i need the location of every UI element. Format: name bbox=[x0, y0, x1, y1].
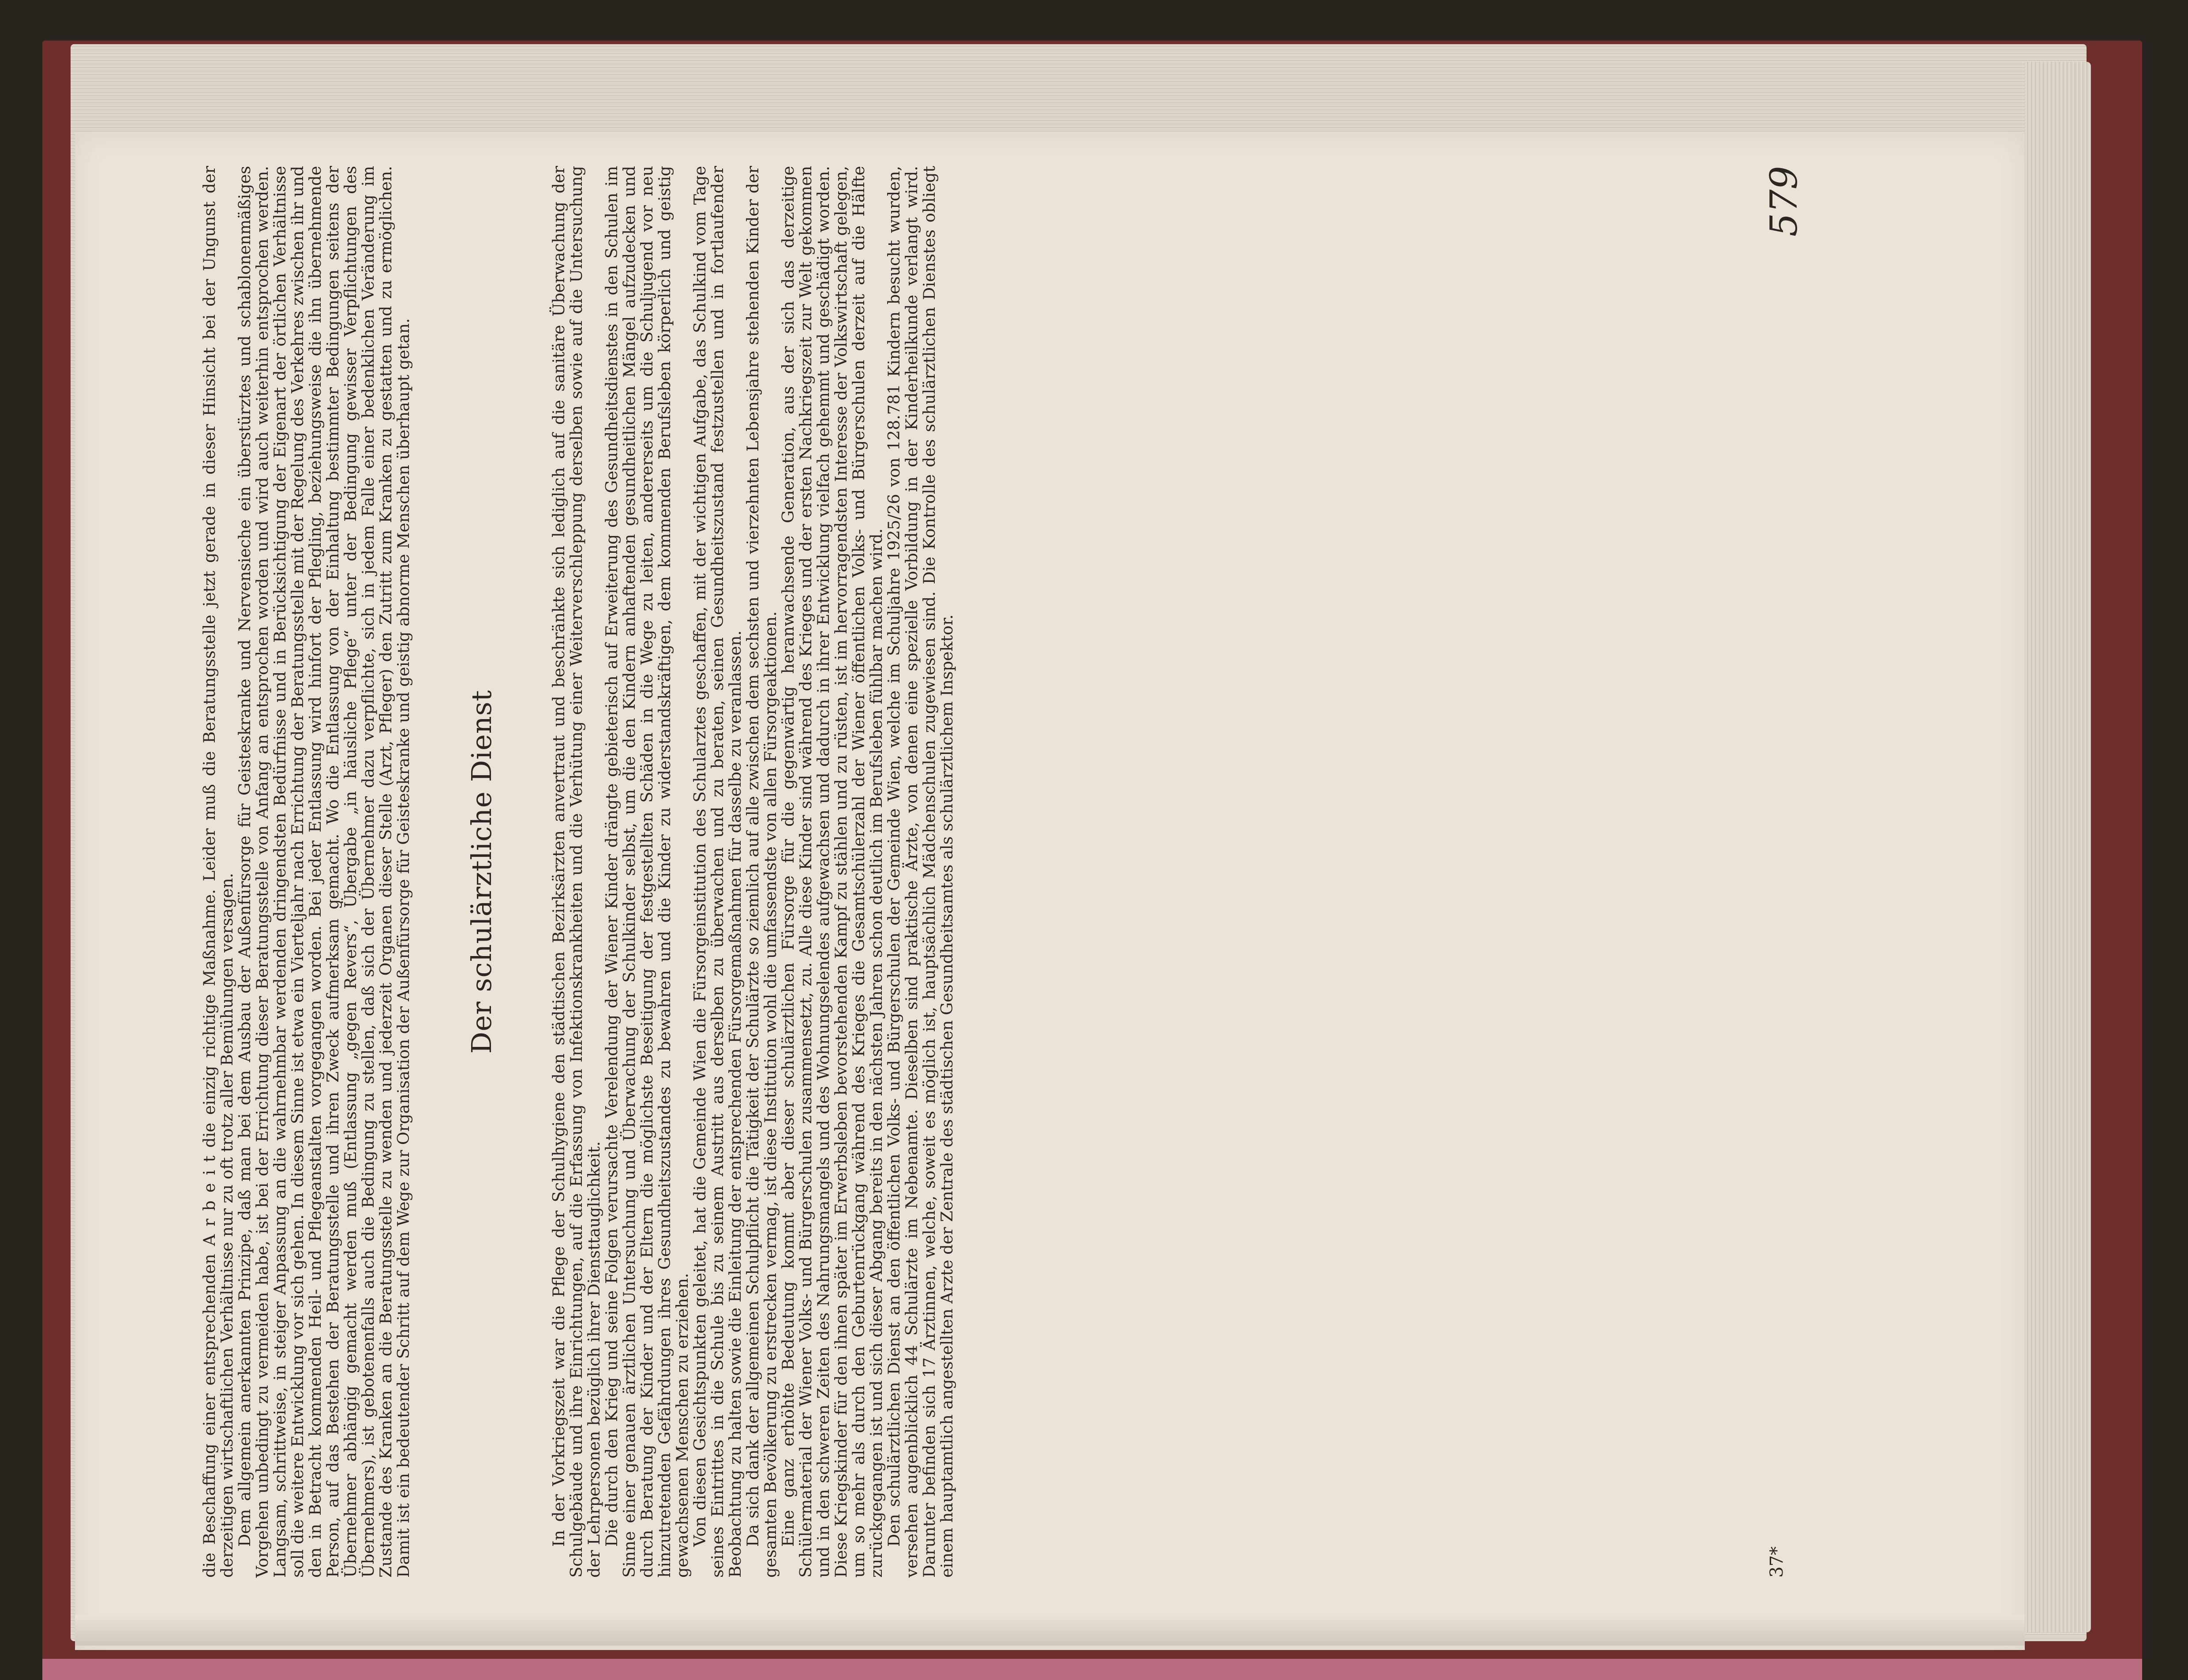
paragraph: Den schulärztlichen Dienst an den öffentlichen Volks- und Bürgerschulen der Gemeinde Wien, welche im Schuljahre 1925/26 von 128.781 Kindern besucht wurden, versehen augenblicklich 44 Schulärzte im Nebenamte. Dieselben sind praktische Ärzte, von denen eine spezielle Vorbildung in der Kinderheilkunde verlangt wird. Darunter befinden sich 17 Ärztinnen, welche, soweit es möglich ist, hauptsächlich Mädchenschulen zugewiesen sind. Die Kontrolle des schulärztlichen Dienstes obliegt einem hauptamtlich angestellten Arzte der Zentrale des städtischen Gesundheitsamtes als schulärztlichem Inspektor. bbox=[884, 166, 956, 1578]
page-edges-side bbox=[2025, 62, 2091, 1632]
page-footer bbox=[1762, 166, 1855, 1578]
paragraph: Dem allgemein anerkannten Prinzipe, daß man bei dem Ausbau der Außenfürsorge für Geisteskranke und Nervensieche ein überstürztes und schablonenmäßiges Vorgehen unbedingt zu vermeiden habe, ist bei der Errichtung dieser Beratungsstelle von Anfang an entsprochen worden und wird auch weiterhin entsprochen werden. Langsam, schrittweise, in steiger Anpassung an die wahrnehmbar werdenden dringendsten Bedürfnisse und in Berücksichtigung der Eigenart der örtlichen Verhältnisse soll die weitere Entwicklung vor sich gehen. In diesem Sinne ist etwa ein Vierteljahr nach Errichtung der Beratungsstelle mit der Regelung des Verkehres zwischen ihr und den in Betracht kommenden Heil- und Pflegeanstalten vorgegangen worden. Bei jeder Entlassung wird hinfort der Pflegling, beziehungsweise die ihn übernehmende Person, auf das Bestehen der Beratungsstelle und ihren Zweck aufmerksam gemacht. Wo die Entlassung von der Einhaltung bestimmter Bedingungen seitens der Übernehmer abhängig gemacht werden muß (Entlassung „gegen Revers“, Übergabe „in häusliche Pflege“ unter der Bedingung gewisser Verpflichtungen des Übernehmers), ist gebotenenfalls auch die Bedingung zu stellen, daß sich der Übernehmer dazu verpflichte, sich in jedem Falle einer bedenklichen Veränderung im Zustande des Kranken an die Beratungsstelle zu wenden und jederzeit Organen dieser Stelle (Arzt, Pfleger) den Zutritt zum Kranken zu gestatten und zu ermöglichen. Damit ist ein bedeutender Schritt auf dem Wege zur Organisation der Außenfürsorge für Geisteskranke und geistig abnorme Menschen überhaupt getan. bbox=[235, 166, 413, 1578]
page-gutter bbox=[75, 1615, 2025, 1646]
cover-edge bbox=[42, 1659, 2142, 1680]
page-number: 579 bbox=[1762, 166, 1806, 237]
page-content bbox=[201, 166, 1943, 1578]
paragraph: In der Vorkriegszeit war die Pflege der Schulhygiene den städtischen Bezirksärzten anvertraut und beschränkte sich lediglich auf die sanitäre Überwachung der Schulgebäude und ihre Einrichtungen, auf die Erfassung von Infektionskrankheiten und die Verhütung einer Weiterverschleppung derselben sowie auf die Untersuchung der Lehrpersonen bezüglich ihrer Diensttauglichkeit. bbox=[549, 166, 603, 1578]
body-text bbox=[201, 166, 1701, 1578]
signature-mark: 37* bbox=[1767, 1546, 1787, 1578]
paragraph: Da sich dank der allgemeinen Schulpflicht die Tätigkeit der Schulärzte so ziemlich auf alle zwischen dem sechsten und vierzehnten Lebensjahre stehenden Kinder der gesamten Bevölkerung zu erstrecken vermag, ist diese Institution wohl die umfassendste von allen Fürsorgeaktionen. bbox=[743, 166, 780, 1578]
paragraph: Von diesen Gesichtspunkten geleitet, hat die Gemeinde Wien die Fürsorgeinstitution des Schularztes geschaffen, mit der wichtigen Aufgabe, das Schulkind vom Tage seines Eintrittes in die Schule bis zu seinem Austritt aus derselben zu überwachen und zu beraten, seinen Gesundheitszustand festzustellen und in fortlaufender Beobachtung zu halten sowie die Einleitung der entsprechenden Fürsorgemaßnahmen für dasselbe zu veranlassen. bbox=[690, 166, 745, 1578]
section-title: Der schulärztliche Dienst bbox=[465, 690, 498, 1054]
paragraph-intro: die Beschaffung einer entsprechenden A r b e i t die einzig richtige Maßnahme. Leider muß die Beratungsstelle jetzt gerade in dieser Hinsicht bei der Ungunst der derzeitigen wirtschaftlichen Verhältnisse nur zu oft trotz aller Bemühungen versagen. bbox=[200, 166, 236, 1578]
paragraph: Die durch den Krieg und seine Folgen verursachte Verelendung der Wiener Kinder drängte gebieterisch auf Erweiterung des Gesundheitsdienstes in den Schulen im Sinne einer genauen ärztlichen Untersuchung und Überwachung der Schulkinder selbst, um die den Kindern anhaftenden gesundheitlichen Mängel aufzudecken und durch Beratung der Kinder und der Eltern die möglichste Beseitigung der festgestellten Schäden in die Wege zu leiten, andererseits um die Schuljugend vor neu hinzutretenden Gefährdungen ihres Gesundheitszustandes zu bewahren und die Kinder zu widerstandskräftigen, dem kommenden Berufsleben körperlich und geistig gewachsenen Menschen zu erziehen. bbox=[602, 166, 692, 1578]
paragraph: Eine ganz erhöhte Bedeutung kommt aber dieser schulärztlichen Fürsorge für die gegenwärtig heranwachsende Generation, aus der sich das derzeitige Schülermaterial der Wiener Volks- und Bürgerschulen zusammensetzt, zu. Alle diese Kinder sind während des Krieges und der ersten Nachkriegszeit zur Welt gekommen und in den schweren Zeiten des Nahrungsmangels und des Wohnungselendes aufgewachsen und dadurch in ihrer Entwicklung vielfach gehemmt und geschädigt worden. Diese Kriegskinder für den ihnen später im Erwerbsleben bevorstehenden Kampf zu stählen und zu rüsten, ist im hervorragendsten Interesse der Volkswirtschaft gelegen, um so mehr als durch den Geburtenrückgang während des Krieges die Gesamtschülerzahl der Wiener öffentlichen Volks- und Bürgerschulen derzeit auf die Hälfte zurückgegangen ist und sich dieser Abgang bereits in den nächsten Jahren schon deutlich im Berufsleben fühlbar machen wird. bbox=[779, 166, 886, 1578]
